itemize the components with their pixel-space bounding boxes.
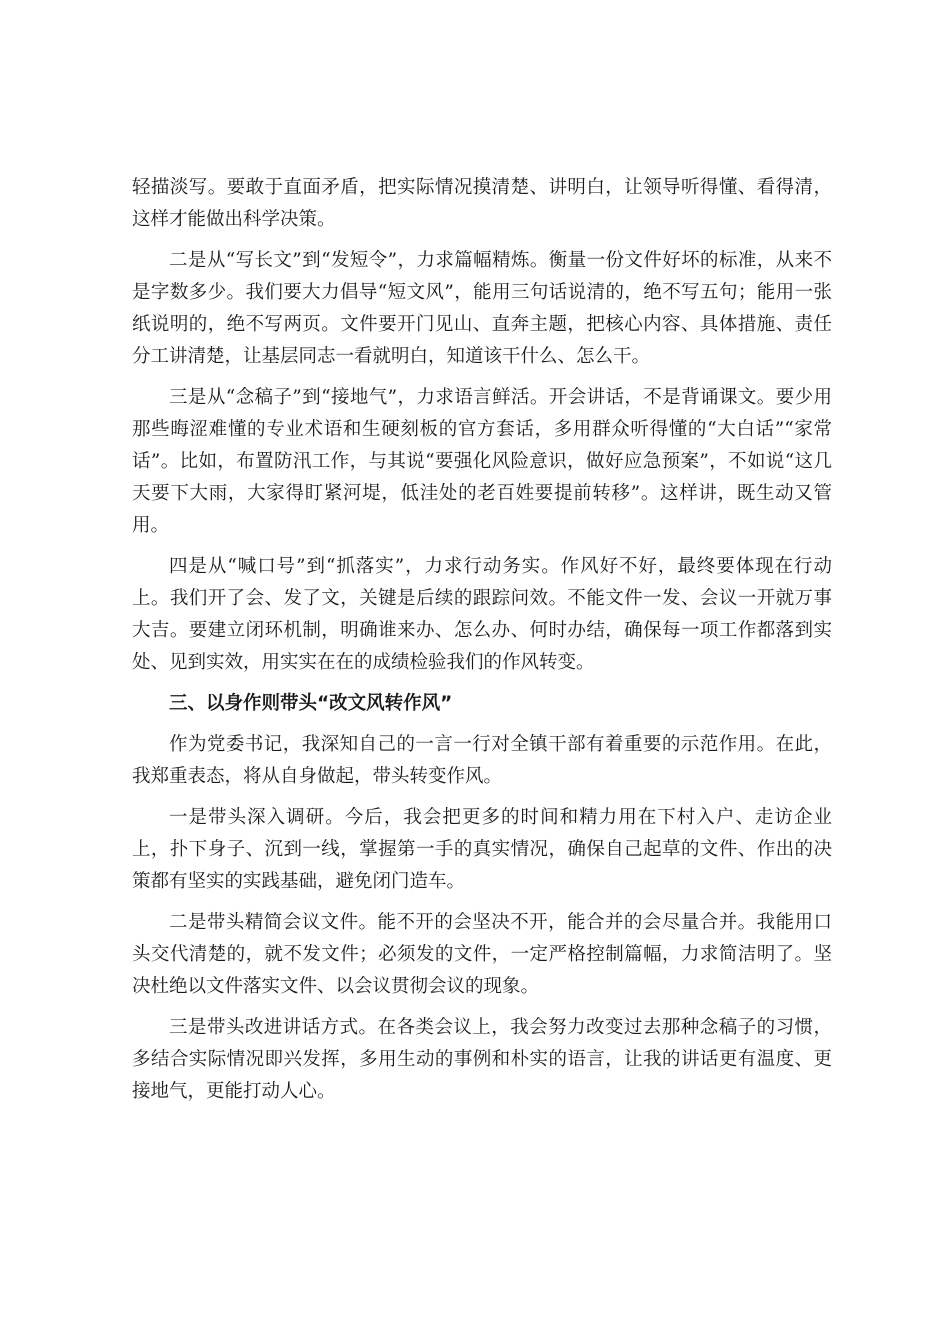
paragraph-practical-action: 四是从“喊口号”到“抓落实”，力求行动务实。作风好不好，最终要体现在行动上。我们开了会、发了文，关键是后续的跟踪问效。不能文件一发、会议一开就万事大吉。要建立闭环机制，明确谁来办、怎么办、何时办结，确保每一项工作都落到实处、见到实效，用实实在在的成绩检验我们的作风转变。 — [132, 556, 832, 673]
paragraph-streamline-meetings: 二是带头精简会议文件。能不开的会坚决不开，能合并的会尽量合并。我能用口头交代清楚的，就不发文件；必须发的文件，一定严格控制篇幅，力求简洁明了。坚决杜绝以文件落实文件、以会议贯彻会议的现象。 — [132, 912, 832, 997]
paragraph-speech-style: 三是带头改进讲话方式。在各类会议上，我会努力改变过去那种念稿子的习惯，多结合实际情况即兴发挥，多用生动的事例和朴实的语言，让我的讲话更有温度、更接地气，更能打动人心。 — [132, 1017, 832, 1102]
paragraph-continuation: 轻描淡写。要敢于直面矛盾，把实际情况摸清楚、讲明白，让领导听得懂、看得清，这样才能做出科学决策。 — [132, 177, 832, 230]
section-heading: 三、以身作则带头“改文风转作风” — [169, 693, 453, 714]
document-body — [132, 172, 832, 1117]
paragraph-lively-language: 三是从“念稿子”到“接地气”，力求语言鲜活。开会讲话，不是背诵课文。要少用那些晦涩难懂的专业术语和生硬刻板的官方套话，多用群众听得懂的“大白话”“家常话”。比如，布置防汛工作，与其说“要强化风险意识，做好应急预案”，不如说“这几天要下大雨，大家得盯紧河堤，低洼处的老百姓要提前转移”。这样讲，既生动又管用。 — [132, 387, 832, 536]
paragraph-research: 一是带头深入调研。今后，我会把更多的时间和精力用在下村入户、走访企业上，扑下身子、沉到一线，掌握第一手的真实情况，确保自己起草的文件、作出的决策都有坚实的实践基础，避免闭门造车。 — [132, 807, 832, 892]
paragraph-leading-by-example: 作为党委书记，我深知自己的一言一行对全镇干部有着重要的示范作用。在此，我郑重表态，将从自身做起，带头转变作风。 — [132, 734, 832, 787]
paragraph-short-documents: 二是从“写长文”到“发短令”，力求篇幅精炼。衡量一份文件好坏的标准，从来不是字数多少。我们要大力倡导“短文风”，能用三句话说清的，绝不写五句；能用一张纸说明的，绝不写两页。文件要开门见山、直奔主题，把核心内容、具体措施、责任分工讲清楚，让基层同志一看就明白，知道该干什么、怎么干。 — [132, 250, 832, 367]
